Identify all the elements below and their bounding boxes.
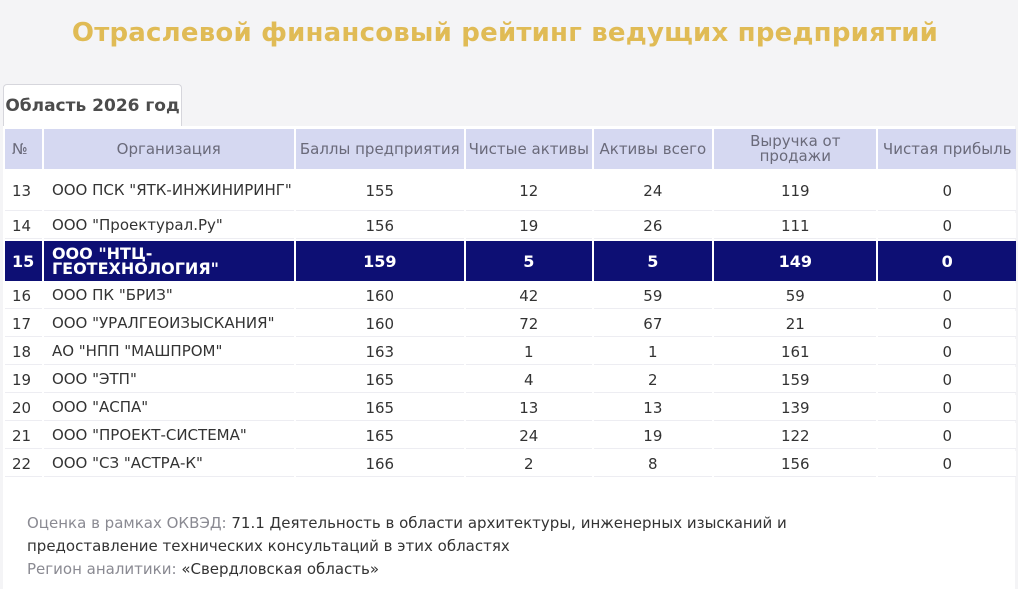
cell-net-profit: 0 [878, 283, 1016, 309]
cell-score: 166 [296, 451, 465, 477]
table-header-row [5, 129, 1016, 169]
cell-revenue: 119 [714, 171, 876, 211]
header-revenue[interactable]: Выручка от продажи [714, 129, 876, 169]
cell-num: 15 [5, 241, 42, 281]
cell-num: 13 [5, 171, 42, 211]
cell-org[interactable]: ООО "АСПА" [44, 395, 294, 421]
region-label: Регион аналитики: [27, 560, 177, 578]
header-num[interactable]: № [5, 129, 42, 169]
cell-net-assets: 12 [466, 171, 592, 211]
header-score[interactable]: Баллы предприятия [296, 129, 465, 169]
cell-net-profit: 0 [878, 339, 1016, 365]
cell-org[interactable]: ООО ПСК "ЯТК-ИНЖИНИРИНГ" [44, 171, 294, 211]
cell-net-assets: 4 [466, 367, 592, 393]
cell-total-assets: 67 [594, 311, 713, 337]
header-org[interactable]: Организация [44, 129, 294, 169]
table-row[interactable] [5, 339, 1016, 365]
cell-revenue: 122 [714, 423, 876, 449]
cell-total-assets: 19 [594, 423, 713, 449]
table-row[interactable] [5, 423, 1016, 449]
cell-net-assets: 72 [466, 311, 592, 337]
cell-total-assets: 5 [594, 241, 713, 281]
cell-net-profit: 0 [878, 451, 1016, 477]
cell-net-assets: 19 [466, 213, 592, 239]
rating-table [3, 127, 1018, 479]
cell-net-assets: 42 [466, 283, 592, 309]
cell-net-profit: 0 [878, 213, 1016, 239]
okved-label: Оценка в рамках ОКВЭД: [27, 514, 227, 532]
okved-line [27, 512, 827, 558]
cell-org[interactable]: ООО "НТЦ-ГЕОТЕХНОЛОГИЯ" [44, 241, 294, 281]
cell-net-profit: 0 [878, 367, 1016, 393]
region-value: «Свердловская область» [181, 560, 380, 578]
cell-total-assets: 24 [594, 171, 713, 211]
table-row[interactable] [5, 451, 1016, 477]
cell-total-assets: 26 [594, 213, 713, 239]
cell-org[interactable]: АО "НПП "МАШПРОМ" [44, 339, 294, 365]
cell-num: 20 [5, 395, 42, 421]
cell-net-assets: 13 [466, 395, 592, 421]
header-net-profit[interactable]: Чистая прибыль [878, 129, 1016, 169]
cell-revenue: 59 [714, 283, 876, 309]
cell-score: 165 [296, 423, 465, 449]
footer-info [27, 512, 827, 581]
region-line [27, 558, 827, 581]
cell-revenue: 149 [714, 241, 876, 281]
cell-num: 22 [5, 451, 42, 477]
cell-net-assets: 2 [466, 451, 592, 477]
cell-num: 14 [5, 213, 42, 239]
cell-net-profit: 0 [878, 395, 1016, 421]
cell-num: 21 [5, 423, 42, 449]
table-row[interactable] [5, 311, 1016, 337]
table-row-highlighted[interactable] [5, 241, 1016, 281]
page-title: Отраслевой финансовый рейтинг ведущих предприятий [71, 18, 939, 48]
cell-score: 155 [296, 171, 465, 211]
cell-score: 165 [296, 367, 465, 393]
table-row[interactable] [5, 171, 1016, 211]
cell-revenue: 111 [714, 213, 876, 239]
cell-score: 156 [296, 213, 465, 239]
cell-net-profit: 0 [878, 171, 1016, 211]
cell-revenue: 139 [714, 395, 876, 421]
cell-net-assets: 1 [466, 339, 592, 365]
table-row[interactable] [5, 367, 1016, 393]
okved-value: 71.1 Деятельность в области архитектуры, инженерных изысканий и предоставление технических консультаций в этих областях [27, 514, 787, 555]
cell-net-profit: 0 [878, 241, 1016, 281]
cell-net-profit: 0 [878, 423, 1016, 449]
cell-revenue: 156 [714, 451, 876, 477]
cell-org[interactable]: ООО "Проектурал.Ру" [44, 213, 294, 239]
cell-total-assets: 13 [594, 395, 713, 421]
cell-num: 17 [5, 311, 42, 337]
cell-org[interactable]: ООО "УРАЛГЕОИЗЫСКАНИЯ" [44, 311, 294, 337]
table-row[interactable] [5, 395, 1016, 421]
cell-score: 160 [296, 283, 465, 309]
cell-num: 16 [5, 283, 42, 309]
cell-total-assets: 8 [594, 451, 713, 477]
cell-org[interactable]: ООО "ЭТП" [44, 367, 294, 393]
cell-revenue: 159 [714, 367, 876, 393]
cell-total-assets: 59 [594, 283, 713, 309]
header-total-assets[interactable]: Активы всего [594, 129, 713, 169]
cell-num: 19 [5, 367, 42, 393]
cell-net-profit: 0 [878, 311, 1016, 337]
cell-score: 165 [296, 395, 465, 421]
cell-org[interactable]: ООО "СЗ "АСТРА-К" [44, 451, 294, 477]
cell-net-assets: 24 [466, 423, 592, 449]
cell-revenue: 161 [714, 339, 876, 365]
header-net-assets[interactable]: Чистые активы [466, 129, 592, 169]
cell-org[interactable]: ООО ПК "БРИЗ" [44, 283, 294, 309]
table-row[interactable] [5, 283, 1016, 309]
cell-net-assets: 5 [466, 241, 592, 281]
cell-total-assets: 1 [594, 339, 713, 365]
cell-score: 159 [296, 241, 465, 281]
table-row[interactable] [5, 213, 1016, 239]
tab-region-year[interactable]: Область 2026 год [3, 84, 182, 126]
cell-revenue: 21 [714, 311, 876, 337]
cell-num: 18 [5, 339, 42, 365]
cell-score: 160 [296, 311, 465, 337]
cell-total-assets: 2 [594, 367, 713, 393]
cell-score: 163 [296, 339, 465, 365]
cell-org[interactable]: ООО "ПРОЕКТ-СИСТЕМА" [44, 423, 294, 449]
